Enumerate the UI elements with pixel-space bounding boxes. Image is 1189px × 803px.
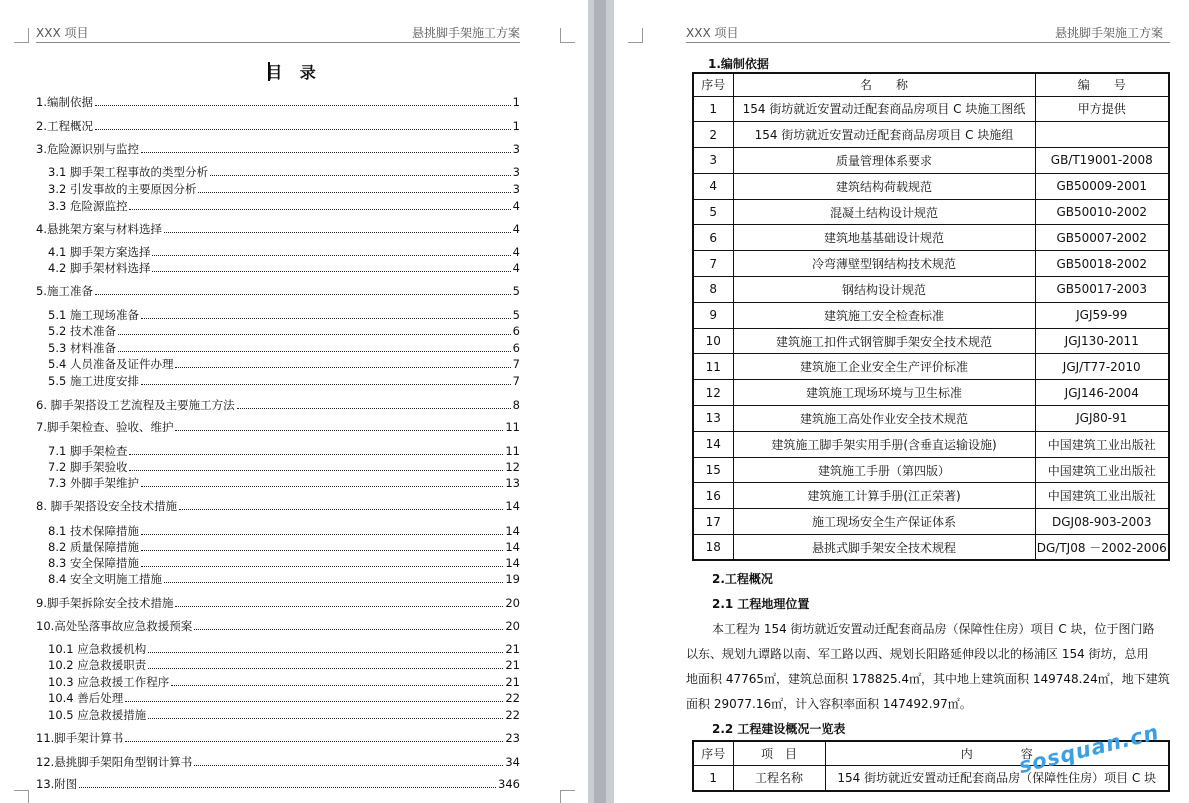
overview-header-no: 序号 [693, 741, 733, 765]
table-cell: 17 [693, 509, 733, 535]
header-rule [36, 42, 520, 43]
toc-leader-dots [175, 430, 503, 431]
toc-page-number: 5 [512, 308, 520, 322]
table-cell: 建筑施工手册（第四版） [733, 457, 1035, 483]
toc-entry-label: 10.高处坠落事故应急救援预案 [36, 619, 193, 633]
header-project: XXX 项目 [36, 26, 89, 40]
table-row [693, 380, 1169, 406]
toc-entry-label: 7.3 外脚手架维护 [48, 476, 139, 490]
table-row [693, 354, 1169, 380]
table-cell: 2 [693, 122, 733, 148]
table-cell: 13 [693, 406, 733, 432]
table-row [693, 199, 1169, 225]
table-row [693, 122, 1169, 148]
paragraph-line: 以东、规划九谭路以南、军工路以西、规划长阳路延伸段以北的杨浦区 154 街坊，总用 [686, 647, 1149, 661]
table-cell: 16 [693, 483, 733, 509]
overview-cell: 154 街坊就近安置动迁配套商品房（保障性住房）项目 C 块 [825, 765, 1169, 791]
toc-entry-label: 5.2 技术准备 [48, 324, 116, 338]
header-rule [686, 42, 1170, 43]
toc-entry-label: 1.编制依据 [36, 95, 93, 109]
toc-page-number: 7 [512, 357, 520, 371]
table-cell: JGJ146-2004 [1035, 380, 1169, 406]
basis-header-name: 名 称 [733, 73, 1035, 96]
toc-page-number: 11 [505, 444, 520, 458]
toc-entry-label: 8.1 技术保障措施 [48, 524, 139, 538]
toc-entry[interactable] [36, 283, 520, 299]
toc-page-number: 14 [505, 499, 520, 513]
toc-entry-label: 4.1 脚手架方案选择 [48, 245, 151, 259]
table-cell: GB50017-2003 [1035, 277, 1169, 303]
toc-leader-dots [148, 652, 503, 653]
toc-page-number: 1 [512, 95, 520, 109]
toc-leader-dots [141, 486, 503, 487]
table-row [693, 225, 1169, 251]
table-cell: 4 [693, 173, 733, 199]
table-cell: 中国建筑工业出版社 [1035, 457, 1169, 483]
toc-entry-label: 5.施工准备 [36, 284, 93, 298]
toc-entry-label: 10.5 应急救援措施 [48, 708, 147, 722]
table-cell: 冷弯薄壁型钢结构技术规范 [733, 251, 1035, 277]
toc-leader-dots [198, 192, 510, 193]
toc-subentry[interactable] [48, 443, 520, 459]
toc-entry[interactable] [36, 94, 520, 110]
table-cell: 中国建筑工业出版社 [1035, 483, 1169, 509]
table-cell: 甲方提供 [1035, 96, 1169, 122]
table-cell: JGJ59-99 [1035, 302, 1169, 328]
overview-header-content: 内 容 [825, 741, 1169, 765]
toc-subentry[interactable] [48, 475, 520, 491]
toc-leader-dots [125, 741, 503, 742]
toc-page-number: 5 [512, 284, 520, 298]
toc-entry-label: 7.脚手架检查、验收、维护 [36, 420, 174, 434]
toc-subentry[interactable] [48, 657, 520, 673]
table-row [693, 277, 1169, 303]
toc-leader-dots [95, 294, 511, 295]
toc-leader-dots [148, 668, 503, 669]
table-cell: JGJ/T77-2010 [1035, 354, 1169, 380]
table-cell: 施工现场安全生产保证体系 [733, 509, 1035, 535]
header-doc-title: 悬挑脚手架施工方案 [411, 26, 520, 40]
page-gap [588, 0, 614, 803]
document-page-content [614, 0, 1189, 803]
toc-leader-dots [164, 582, 503, 583]
toc-subentry[interactable] [48, 356, 520, 372]
toc-entry-label: 5.1 施工现场准备 [48, 308, 139, 322]
table-row [693, 483, 1169, 509]
toc-entry-label: 5.3 材料准备 [48, 341, 116, 355]
table-row [693, 535, 1169, 561]
toc-subentry[interactable] [48, 260, 520, 276]
toc-leader-dots [175, 606, 503, 607]
toc-entry-label: 8.2 质量保障措施 [48, 540, 139, 554]
toc-page-number: 19 [505, 572, 520, 586]
table-cell: 中国建筑工业出版社 [1035, 431, 1169, 457]
toc-leader-dots [95, 129, 511, 130]
table-cell: 悬挑式脚手架安全技术规程 [733, 535, 1035, 561]
toc-page-number: 1 [512, 119, 520, 133]
toc-entry-label: 3.1 脚手架工程事故的类型分析 [48, 165, 208, 179]
toc-entry-label: 4.2 脚手架材料选择 [48, 261, 151, 275]
toc-page-number: 4 [512, 199, 520, 213]
table-cell: 10 [693, 328, 733, 354]
table-cell [1035, 122, 1169, 148]
table-cell: 18 [693, 535, 733, 561]
basis-header-code: 编 号 [1035, 73, 1169, 96]
table-row [693, 173, 1169, 199]
toc-leader-dots [141, 550, 503, 551]
toc-subentry[interactable] [48, 674, 520, 690]
table-cell: 建筑施工高处作业安全技术规范 [733, 406, 1035, 432]
toc-subentry[interactable] [48, 555, 520, 571]
table-cell: GB50007-2002 [1035, 225, 1169, 251]
toc-entry-label: 3.3 危险源监控 [48, 199, 128, 213]
toc-entry-label: 9.脚手架拆除安全技术措施 [36, 596, 174, 610]
paragraph-line: 地面积 47765㎡，建筑总面积 178825.4㎡，其中地上建筑面积 149748.24㎡，地下建筑 [686, 672, 1170, 686]
watermark: sosquan.cn [1016, 719, 1162, 779]
toc-leader-dots [118, 334, 511, 335]
table-cell: 6 [693, 225, 733, 251]
table-cell: 建筑施工企业安全生产评价标准 [733, 354, 1035, 380]
overview-cell: 工程名称 [733, 765, 825, 791]
toc-page-number: 21 [505, 658, 520, 672]
section-2-1-title: 2.1 工程地理位置 [712, 597, 810, 611]
table-row [693, 431, 1169, 457]
toc-entry-label: 8.4 安全文明施工措施 [48, 572, 162, 586]
table-cell: GB/T19001-2008 [1035, 148, 1169, 174]
table-row [693, 148, 1169, 174]
paragraph-line: 本工程为 154 街坊就近安置动迁配套商品房（保障性住房）项目 C 块，位于图门路 [712, 622, 1155, 636]
table-cell: 7 [693, 251, 733, 277]
overview-header-item: 项 目 [733, 741, 825, 765]
toc-entry[interactable] [36, 419, 520, 435]
toc-entry[interactable] [36, 730, 520, 746]
table-cell: 14 [693, 431, 733, 457]
toc-subentry[interactable] [48, 181, 520, 197]
toc-page-number: 3 [512, 182, 520, 196]
toc-subentry[interactable] [48, 198, 520, 214]
toc-page-number: 22 [505, 708, 520, 722]
table-cell: JGJ80-91 [1035, 406, 1169, 432]
toc-leader-dots [95, 105, 511, 106]
toc-leader-dots [118, 351, 511, 352]
toc-entry[interactable] [36, 754, 520, 770]
toc-leader-dots [129, 454, 503, 455]
toc-page-number: 20 [505, 596, 520, 610]
table-cell: 建筑施工安全检查标准 [733, 302, 1035, 328]
toc-entry-label: 11.脚手架计算书 [36, 731, 124, 745]
toc-entry-label: 5.5 施工进度安排 [48, 374, 139, 388]
toc-subentry[interactable] [48, 340, 520, 356]
toc-leader-dots [237, 408, 511, 409]
toc-leader-dots [125, 701, 503, 702]
toc-entry[interactable] [36, 221, 520, 237]
toc-page-number: 4 [512, 245, 520, 259]
toc-page-number: 8 [512, 398, 520, 412]
toc-subentry[interactable] [48, 571, 520, 587]
toc-subentry[interactable] [48, 690, 520, 706]
toc-subentry[interactable] [48, 307, 520, 323]
table-cell: GB50018-2002 [1035, 251, 1169, 277]
basis-table [692, 72, 1170, 561]
toc-leader-dots [164, 232, 511, 233]
table-row [693, 96, 1169, 122]
toc-entry-label: 10.4 善后处理 [48, 691, 124, 705]
table-cell: 混凝土结构设计规范 [733, 199, 1035, 225]
table-cell: 建筑施工计算手册(江正荣著) [733, 483, 1035, 509]
toc-page-number: 20 [505, 619, 520, 633]
toc-page-number: 346 [498, 777, 520, 791]
table-cell: 3 [693, 148, 733, 174]
toc-leader-dots [141, 152, 511, 153]
table-cell: 建筑施工扣件式钢管脚手架安全技术规范 [733, 328, 1035, 354]
toc-entry-label: 4.悬挑架方案与材料选择 [36, 222, 162, 236]
toc-subentry[interactable] [48, 707, 520, 723]
toc-entry-label: 6. 脚手架搭设工艺流程及主要施工方法 [36, 398, 235, 412]
toc-page-number: 12 [505, 460, 520, 474]
table-row [693, 328, 1169, 354]
toc-subentry[interactable] [48, 244, 520, 260]
table-cell: GB50009-2001 [1035, 173, 1169, 199]
section-1-title: 1.编制依据 [708, 57, 769, 71]
section-2-title: 2.工程概况 [712, 572, 773, 586]
toc-page-number: 6 [512, 324, 520, 338]
toc-subentry[interactable] [48, 459, 520, 475]
toc-leader-dots [179, 509, 503, 510]
table-cell: 建筑结构荷载规范 [733, 173, 1035, 199]
toc-entry[interactable] [36, 141, 520, 157]
table-cell: 12 [693, 380, 733, 406]
toc-leader-dots [175, 367, 510, 368]
table-cell: 11 [693, 354, 733, 380]
toc-page-number: 14 [505, 556, 520, 570]
toc-subentry[interactable] [48, 323, 520, 339]
toc-subentry[interactable] [48, 539, 520, 555]
table-row [693, 457, 1169, 483]
document-page-toc [0, 0, 588, 803]
toc-page-number: 23 [505, 731, 520, 745]
toc-entry-label: 8. 脚手架搭设安全技术措施 [36, 499, 178, 513]
toc-entry[interactable] [36, 618, 520, 634]
table-row [693, 509, 1169, 535]
toc-leader-dots [141, 534, 503, 535]
table-cell: 建筑施工现场环境与卫生标准 [733, 380, 1035, 406]
header-doc-title: 悬挑脚手架施工方案 [1055, 26, 1164, 40]
paragraph-line: 面积 29077.16㎡，计入容积率面积 147492.97㎡。 [686, 697, 972, 711]
table-cell: 154 街坊就近安置动迁配套商品房项目 C 块施组 [733, 122, 1035, 148]
toc-entry-label: 5.4 人员准备及证件办理 [48, 357, 174, 371]
toc-page-number: 7 [512, 374, 520, 388]
toc-leader-dots [129, 470, 503, 471]
table-cell: DG/TJ08 －2002-2006 [1035, 535, 1169, 561]
toc-title: 目 录 [266, 63, 322, 82]
toc-leader-dots [148, 718, 503, 719]
table-cell: GB50010-2002 [1035, 199, 1169, 225]
table-cell: DGJ08-903-2003 [1035, 509, 1169, 535]
toc-leader-dots [141, 318, 511, 319]
toc-entry[interactable] [36, 776, 520, 792]
header-project: XXX 项目 [686, 26, 739, 40]
table-cell: 建筑施工脚手架实用手册(含垂直运输设施) [733, 431, 1035, 457]
toc-leader-dots [152, 271, 510, 272]
table-row [693, 406, 1169, 432]
toc-page-number: 22 [505, 691, 520, 705]
toc-leader-dots [210, 175, 511, 176]
toc-page-number: 21 [505, 675, 520, 689]
toc-subentry[interactable] [48, 373, 520, 389]
toc-page-number: 6 [512, 341, 520, 355]
toc-page-number: 4 [512, 222, 520, 236]
table-cell: 质量管理体系要求 [733, 148, 1035, 174]
toc-page-number: 34 [505, 755, 520, 769]
toc-leader-dots [194, 765, 503, 766]
toc-entry-label: 3.危险源识别与监控 [36, 142, 139, 156]
toc-subentry[interactable] [48, 523, 520, 539]
overview-cell: 1 [693, 765, 733, 791]
toc-page-number: 3 [512, 165, 520, 179]
toc-page-number: 3 [512, 142, 520, 156]
toc-leader-dots [129, 209, 510, 210]
toc-entry-label: 10.1 应急救援机构 [48, 642, 147, 656]
toc-entry-label: 2.工程概况 [36, 119, 93, 133]
toc-page-number: 4 [512, 261, 520, 275]
table-row [693, 251, 1169, 277]
toc-entry[interactable] [36, 118, 520, 134]
toc-page-number: 14 [505, 524, 520, 538]
toc-entry[interactable] [36, 397, 520, 413]
table-cell: 8 [693, 277, 733, 303]
toc-page-number: 13 [505, 476, 520, 490]
table-cell: JGJ130-2011 [1035, 328, 1169, 354]
table-cell: 9 [693, 302, 733, 328]
table-cell: 建筑地基基础设计规范 [733, 225, 1035, 251]
table-cell: 15 [693, 457, 733, 483]
toc-entry[interactable] [36, 498, 520, 514]
toc-subentry[interactable] [48, 641, 520, 657]
toc-leader-dots [79, 787, 496, 788]
toc-subentry[interactable] [48, 164, 520, 180]
toc-page-number: 21 [505, 642, 520, 656]
section-2-2-title: 2.2 工程建设概况一览表 [712, 722, 846, 736]
toc-leader-dots [171, 685, 503, 686]
toc-leader-dots [152, 255, 510, 256]
toc-leader-dots [141, 566, 503, 567]
toc-entry-label: 3.2 引发事故的主要原因分析 [48, 182, 197, 196]
toc-entry-label: 10.2 应急救援职责 [48, 658, 147, 672]
toc-entry-label: 8.3 安全保障措施 [48, 556, 139, 570]
toc-entry[interactable] [36, 595, 520, 611]
toc-entry-label: 12.悬挑脚手架阳角型钢计算书 [36, 755, 193, 769]
toc-entry-label: 10.3 应急救援工作程序 [48, 675, 170, 689]
table-row [693, 302, 1169, 328]
toc-entry-label: 13.附图 [36, 777, 78, 791]
toc-entry-label: 7.2 脚手架验收 [48, 460, 128, 474]
toc-leader-dots [194, 629, 503, 630]
table-cell: 5 [693, 199, 733, 225]
toc-page-number: 14 [505, 540, 520, 554]
table-cell: 1 [693, 96, 733, 122]
toc-page-number: 11 [505, 420, 520, 434]
toc-entry-label: 7.1 脚手架检查 [48, 444, 128, 458]
toc-leader-dots [141, 384, 511, 385]
table-cell: 钢结构设计规范 [733, 277, 1035, 303]
basis-header-no: 序号 [693, 73, 733, 96]
table-cell: 154 街坊就近安置动迁配套商品房项目 C 块施工图纸 [733, 96, 1035, 122]
